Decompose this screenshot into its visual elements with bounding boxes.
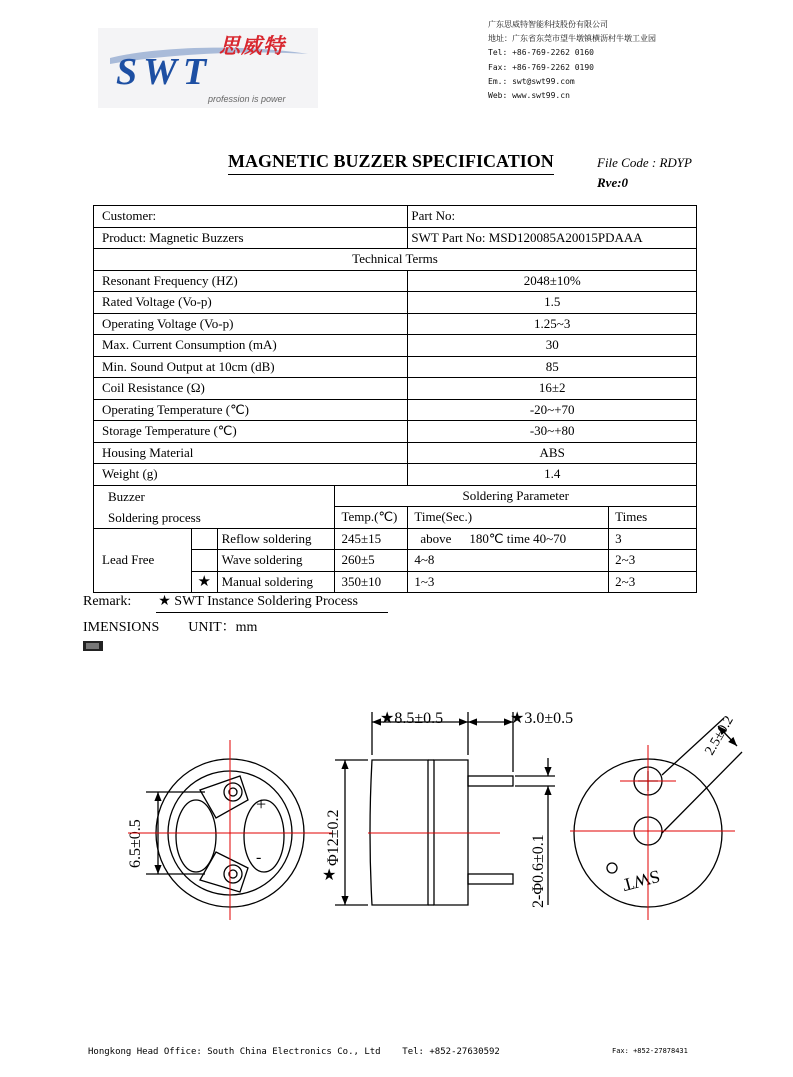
minus-sign: - [256, 849, 262, 866]
badge-inner [86, 643, 99, 649]
spec-label: Rated Voltage (Vo-p) [94, 292, 408, 314]
time-prefix: above [420, 530, 452, 546]
footer-office: Hongkong Head Office: South China Electronics Co., Ltd [88, 1047, 381, 1057]
file-code: File Code : RDYP [597, 155, 692, 170]
spec-label: Resonant Frequency (HZ) [94, 270, 408, 292]
soldering-temp: 245±15 [335, 528, 408, 550]
table-row [94, 421, 697, 443]
dim-hole: 2.5±0.2 [702, 713, 737, 758]
soldering-name: Reflow soldering [217, 528, 335, 550]
footer-fax: Fax: +852-27878431 [612, 1047, 688, 1055]
remark-label: Remark: [83, 594, 132, 609]
soldering-time [408, 528, 609, 550]
spec-label: Operating Voltage (Vo-p) [94, 313, 408, 335]
soldering-times: 2~3 [609, 550, 697, 572]
spec-value: -20~+70 [408, 399, 697, 421]
document-title: MAGNETIC BUZZER SPECIFICATION [228, 151, 554, 175]
soldering-name: Wave soldering [217, 550, 335, 572]
dim-diameter: Φ12±0.2 [325, 809, 342, 866]
technical-terms-header: Technical Terms [94, 249, 697, 271]
contact-line: Fax: +86-769-2262 0190 [488, 62, 594, 72]
part-no-cell: Part No: [408, 206, 697, 228]
table-row [94, 292, 697, 314]
buzzer-label: Buzzer [108, 488, 145, 504]
spec-label: Housing Material [94, 442, 408, 464]
soldering-temp: 260±5 [335, 550, 408, 572]
side-view [335, 712, 555, 905]
swt-part-no-cell: SWT Part No: MSD120085A20015PDAAA [408, 227, 697, 249]
logo-tagline: profession is power [208, 94, 286, 104]
star-icon: ★ [510, 710, 525, 727]
dimensions-unit: UNIT：mm [188, 620, 258, 635]
spec-label: Min. Sound Output at 10cm (dB) [94, 356, 408, 378]
remark-underline [156, 612, 388, 613]
remark [83, 593, 358, 610]
soldering-parameter-header: Soldering Parameter [335, 485, 697, 507]
times-header: Times [609, 507, 697, 529]
contact-line: Tel: +86-769-2262 0160 [488, 48, 594, 58]
dim-pin-dia: 2-Φ0.6±0.1 [530, 834, 547, 908]
time-value: 180℃ time 40~70 [469, 530, 567, 546]
table-row [94, 356, 697, 378]
logo-brand-text: SWT [116, 51, 213, 93]
spec-label: Storage Temperature (℃) [94, 421, 408, 443]
buzzer-process-cell [94, 485, 335, 528]
remark-text: SWT Instance Soldering Process [174, 594, 358, 609]
spec-value: 16±2 [408, 378, 697, 400]
dim-pin-length-value: 3.0±0.5 [524, 710, 574, 727]
logo-chinese-text: 思威特 [219, 34, 285, 58]
spec-value: 1.5 [408, 292, 697, 314]
product-cell: Product: Magnetic Buzzers [94, 227, 408, 249]
dimensions-label: IMENSIONS [83, 620, 160, 635]
contact-line: Web: www.swt99.cn [488, 91, 570, 101]
specification-table [93, 205, 697, 593]
footer [88, 1047, 500, 1057]
spec-label: Weight (g) [94, 464, 408, 486]
contact-line: Em.: swt@swt99.com [488, 76, 575, 86]
spec-label: Operating Temperature (℃) [94, 399, 408, 421]
table-row [94, 270, 697, 292]
soldering-time: 4~8 [408, 550, 609, 572]
spec-value: 85 [408, 356, 697, 378]
table-row [94, 528, 697, 550]
table-row [94, 313, 697, 335]
table-row [94, 399, 697, 421]
customer-cell: Customer: [94, 206, 408, 228]
centerlines-right [570, 745, 735, 920]
star-icon: ★ [380, 710, 395, 727]
soldering-times: 3 [609, 528, 697, 550]
star-icon: ★ [158, 594, 171, 609]
table-row [94, 464, 697, 486]
soldering-time: 1~3 [408, 571, 609, 593]
spec-label: Max. Current Consumption (mA) [94, 335, 408, 357]
soldering-name: Manual soldering [217, 571, 335, 593]
table-row [94, 227, 697, 249]
temp-header: Temp.(℃) [335, 507, 408, 529]
dimensions-heading [83, 616, 257, 636]
dim-width [380, 710, 443, 727]
spec-value: 1.4 [408, 464, 697, 486]
table-row [94, 485, 697, 507]
housing-marking: SWT [620, 866, 663, 896]
dim-pin-spacing: 6.5±0.5 [127, 819, 144, 868]
table-row [94, 378, 697, 400]
time-header: Time(Sec.) [408, 507, 609, 529]
dim-pin-length [510, 710, 573, 727]
plus-sign: + [256, 794, 267, 814]
soldering-temp: 350±10 [335, 571, 408, 593]
soldering-process-label: Soldering process [108, 509, 201, 525]
table-row [94, 249, 697, 271]
table-row [94, 442, 697, 464]
lead-free-cell: Lead Free [94, 528, 192, 593]
spec-value: 2048±10% [408, 270, 697, 292]
star-icon: ★ [191, 571, 217, 593]
technical-drawing [0, 690, 793, 920]
star-icon: ★ [322, 867, 337, 884]
soldering-times: 2~3 [609, 571, 697, 593]
table-row [94, 335, 697, 357]
footer-tel: Tel: +852-27630592 [402, 1047, 500, 1057]
table-row [94, 206, 697, 228]
spec-label: Coil Resistance (Ω) [94, 378, 408, 400]
contact-block [488, 18, 656, 103]
spec-value: 30 [408, 335, 697, 357]
spec-value: -30~+80 [408, 421, 697, 443]
dim-width-value: 8.5±0.5 [394, 710, 444, 727]
contact-line: 地址：广东省东莞市望牛墩镇横沥村牛墩工业园 [488, 34, 656, 44]
revision: Rve:0 [597, 175, 629, 190]
spec-value: ABS [408, 442, 697, 464]
contact-line: 广东思威特智能科技股份有限公司 [488, 20, 608, 29]
spec-value: 1.25~3 [408, 313, 697, 335]
